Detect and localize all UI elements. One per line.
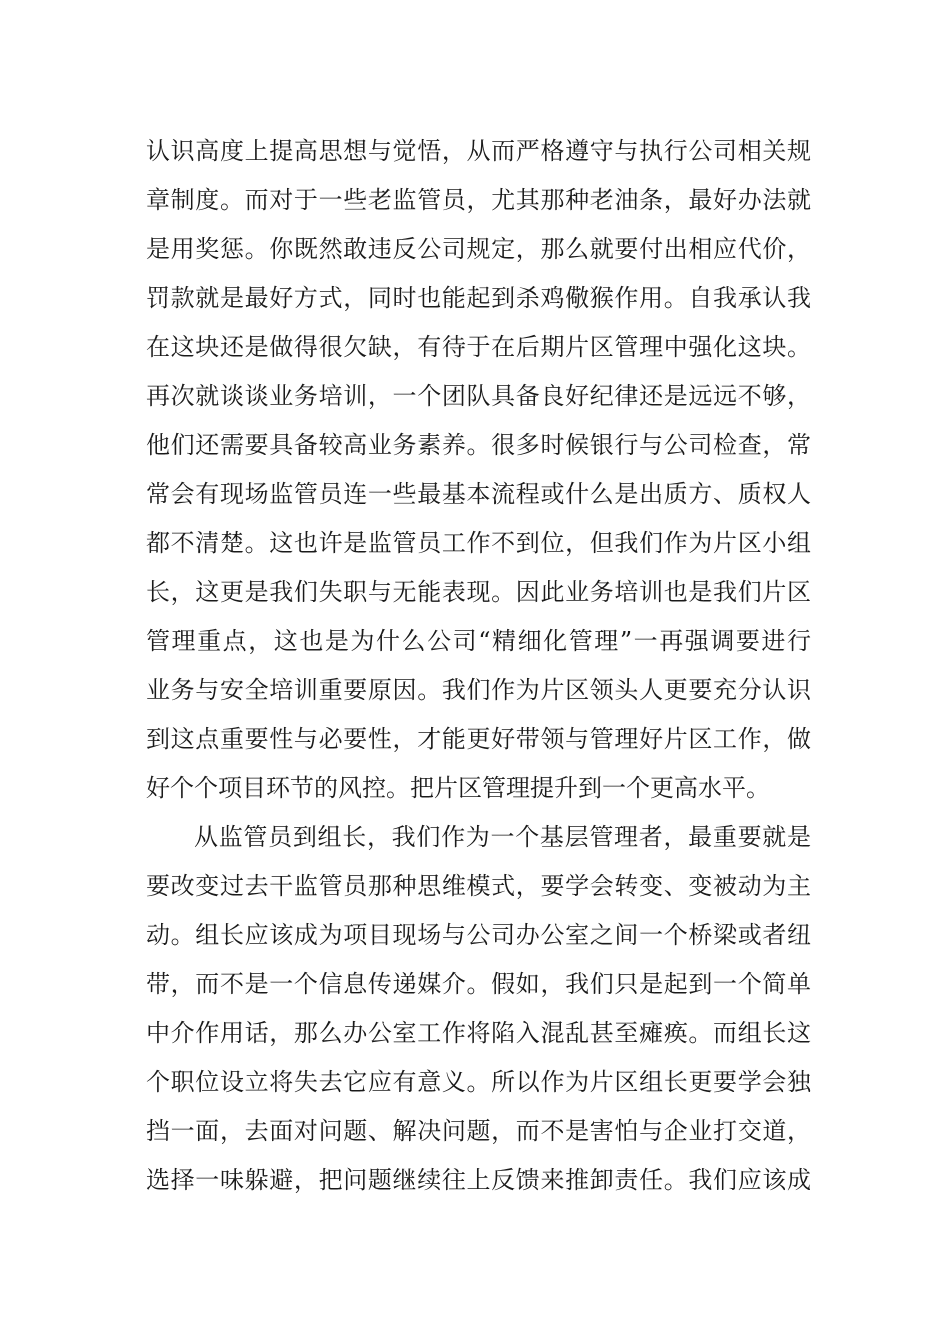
text-line: 个职位设立将失去它应有意义。所以作为片区组长更要学会独 [146, 1068, 811, 1096]
text-line: 他们还需要具备较高业务素养。很多时候银行与公司检查，常 [146, 431, 811, 459]
text-line: 业务与安全培训重要原因。我们作为片区领头人更要充分认识 [146, 676, 811, 704]
body-text [146, 127, 811, 1205]
text-line: 认识高度上提高思想与觉悟，从而严格遵守与执行公司相关规 [146, 137, 811, 165]
text-line: 是用奖惩。你既然敢违反公司规定，那么就要付出相应代价， [146, 235, 811, 263]
text-line: 再次就谈谈业务培训，一个团队具备良好纪律还是远远不够， [146, 382, 811, 410]
text-line: 好个个项目环节的风控。把片区管理提升到一个更高水平。 [146, 774, 770, 802]
text-line: 罚款就是最好方式，同时也能起到杀鸡儆猴作用。自我承认我 [146, 284, 811, 312]
text-line: 都不清楚。这也许是监管员工作不到位，但我们作为片区小组 [146, 529, 811, 557]
text-line: 长，这更是我们失职与无能表现。因此业务培训也是我们片区 [146, 578, 811, 606]
text-line: 中介作用话，那么办公室工作将陷入混乱甚至瘫痪。而组长这 [146, 1019, 811, 1047]
paragraph-first-line: 从监管员到组长，我们作为一个基层管理者，最重要就是 [194, 823, 811, 851]
text-line: 动。组长应该成为项目现场与公司办公室之间一个桥梁或者纽 [146, 921, 811, 949]
text-line: 要改变过去干监管员那种思维模式，要学会转变、变被动为主 [146, 872, 811, 900]
text-line: 在这块还是做得很欠缺，有待于在后期片区管理中强化这块。 [146, 333, 811, 361]
text-line: 带，而不是一个信息传递媒介。假如，我们只是起到一个简单 [146, 970, 811, 998]
text-line: 到这点重要性与必要性，才能更好带领与管理好片区工作，做 [146, 725, 811, 753]
text-line: 挡一面，去面对问题、解决问题，而不是害怕与企业打交道， [146, 1117, 811, 1145]
text-line: 选择一味躲避，把问题继续往上反馈来推卸责任。我们应该成 [146, 1166, 811, 1194]
text-line: 管理重点，这也是为什么公司“精细化管理”一再强调要进行 [146, 627, 811, 655]
text-line: 常会有现场监管员连一些最基本流程或什么是出质方、质权人 [146, 480, 811, 508]
text-line: 章制度。而对于一些老监管员，尤其那种老油条，最好办法就 [146, 186, 811, 214]
